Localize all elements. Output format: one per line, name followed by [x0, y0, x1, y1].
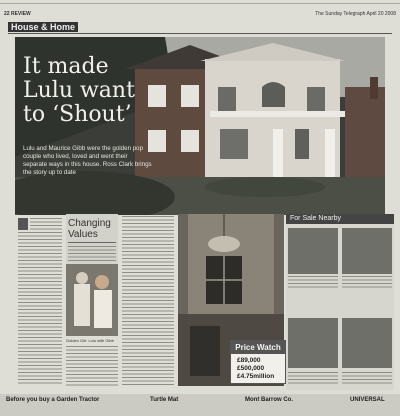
listing-photo-1: [288, 228, 338, 274]
listing-text-1: [288, 276, 338, 290]
headline-line-3: to ‘Shout’: [23, 102, 132, 127]
page-number-row: [4, 11, 31, 17]
changing-values-text: [68, 246, 116, 262]
advert-mont-barrow: Mont Barrow Co.: [245, 397, 293, 403]
changing-values-rule: [68, 242, 116, 243]
changing-values-title-line-2: Values: [68, 229, 98, 240]
listing-photo-4: [342, 318, 392, 368]
drop-cap: [18, 218, 28, 230]
advert-garden-tractor: Before you buy a Garden Tractor: [6, 397, 100, 403]
body-text-col1: [18, 232, 62, 386]
body-text-col1-top: [30, 218, 62, 230]
feature-headline: [23, 55, 173, 127]
headline-line-2: Lulu want: [23, 78, 135, 103]
for-sale-nearby-panel: [286, 214, 394, 390]
listing-text-4: [342, 372, 392, 386]
advert-universal: UNIVERSAL: [350, 397, 385, 403]
section-tag: [8, 22, 78, 32]
body-text-col3: [122, 216, 174, 386]
fold-line: [0, 3, 400, 4]
listing-photo-3: [288, 318, 338, 368]
hero-photo: [15, 37, 385, 215]
page-header: [4, 7, 396, 23]
advert-strip: [0, 394, 400, 416]
changing-values-title: [68, 218, 116, 240]
price-watch-title: Price Watch: [231, 341, 285, 354]
section-rule: [8, 33, 392, 34]
section-label: REVIEW: [10, 11, 31, 17]
body-text-col2-bottom: [66, 346, 118, 386]
masthead-row: [315, 11, 396, 17]
page-number: 22: [4, 11, 10, 17]
masthead: The Sunday Telegraph: [315, 11, 366, 17]
lulu-gibb-photo: [66, 264, 118, 336]
price-watch-value-1: £89,000: [237, 357, 261, 364]
listing-photo-2: [342, 228, 392, 274]
couple-photo-illustration: [66, 264, 118, 336]
for-sale-heading: For Sale Nearby: [286, 214, 394, 224]
price-watch-box: [230, 340, 286, 384]
headline-line-1: It made: [23, 54, 109, 79]
listing-text-3: [288, 372, 338, 386]
issue-date: April 20 2008: [366, 11, 396, 17]
price-watch-value-3: £4.75million: [237, 373, 275, 380]
feature-standfirst: Lulu and Maurice Gibb were the golden pop couple who lived, loved and went their separate ways in this house. Ross Clark brings the story up to date: [23, 145, 152, 176]
photo-caption: Golden Girl: Lulu with Gibb: [66, 338, 114, 343]
listing-text-2: [342, 276, 392, 290]
changing-values-title-line-1: Changing: [68, 218, 111, 229]
section-tag-label: House & Home: [8, 22, 78, 32]
advert-turtle-mat: Turtle Mat: [150, 397, 179, 403]
price-watch-value-2: £500,000: [237, 365, 265, 372]
